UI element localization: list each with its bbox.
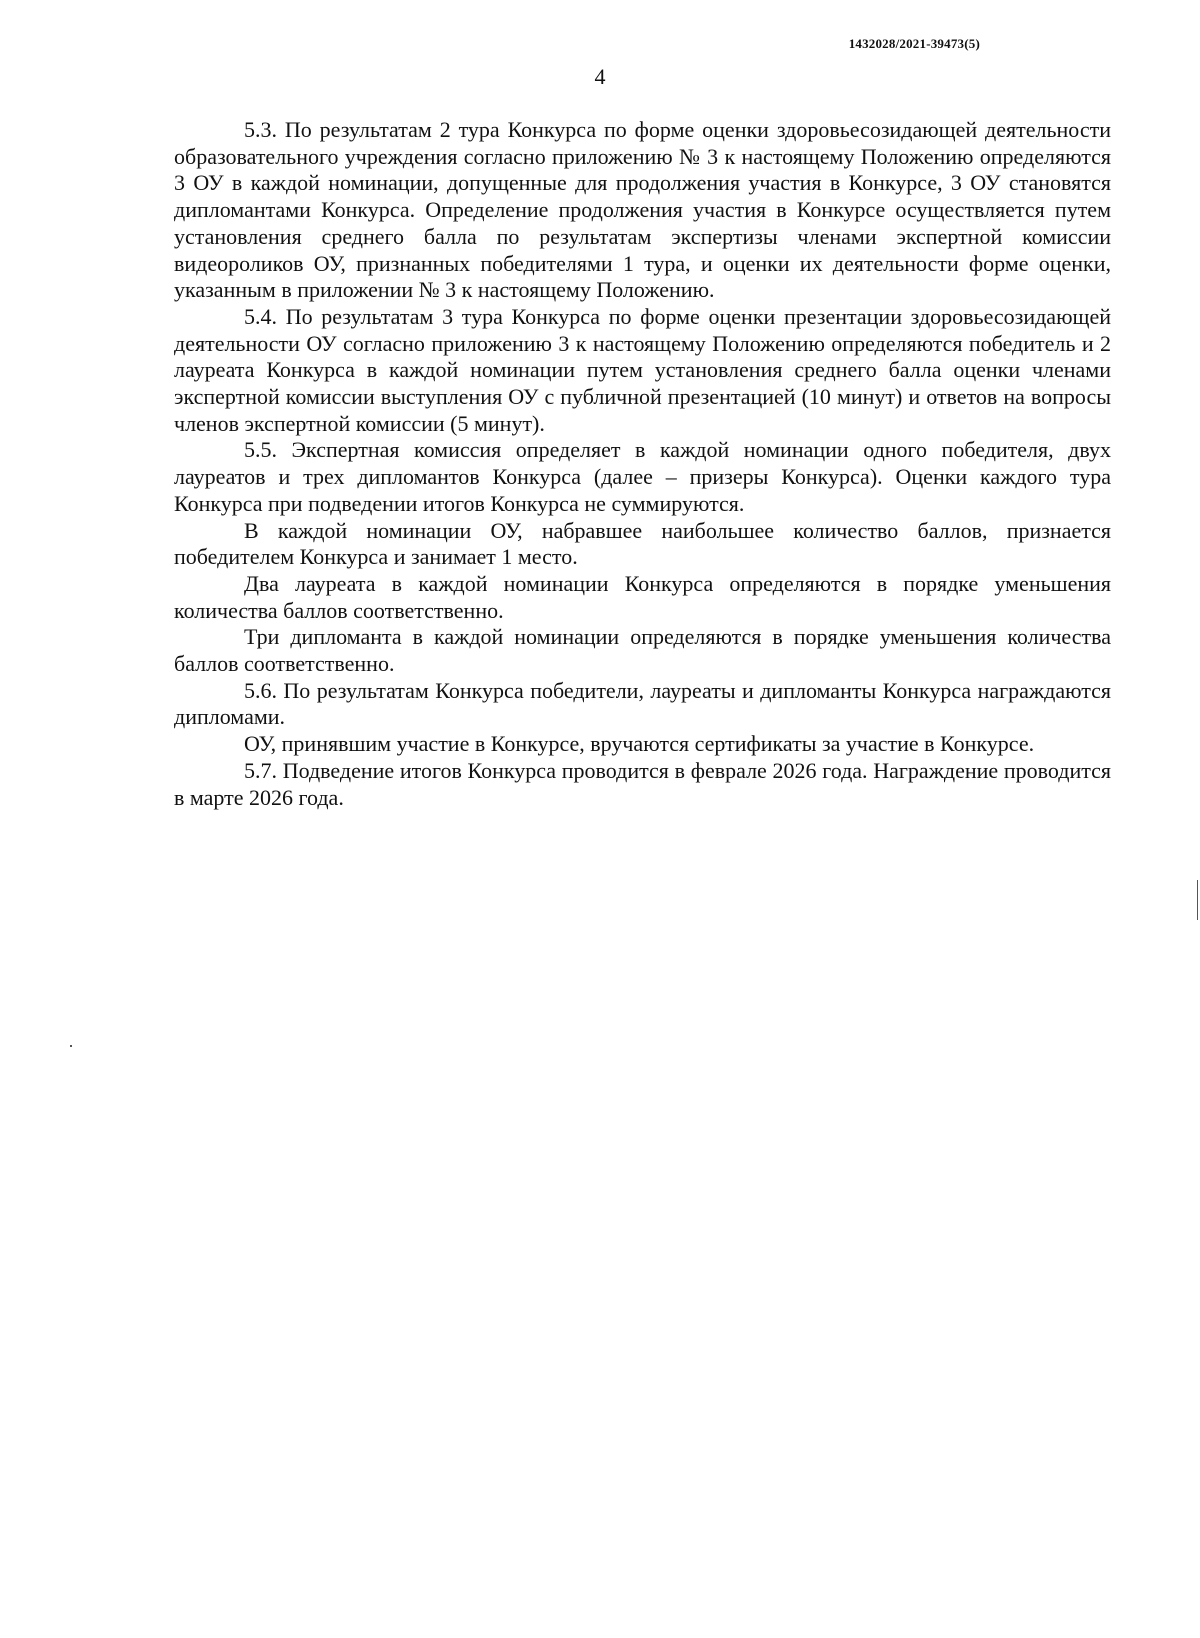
page-number: 4: [594, 64, 606, 89]
document-body: [174, 117, 1111, 811]
paragraph-5-6: 5.6. По результатам Конкурса победители, лауреаты и дипломанты Конкурса награждаются дипломами.: [174, 677, 1111, 730]
document-registration-number: 1432028/2021-39473(5): [848, 36, 980, 51]
paragraph-5-3: 5.3. По результатам 2 тура Конкурса по форме оценки здоровьесозидающей деятельности образовательного учреждения согласно приложению № 3 к настоящему Положению определяются 3 ОУ в каждой номинации, допущенные для продолжения участия в Конкурсе, 3 ОУ становятся дипломантами Конкурса. Определение продолжения участия в Конкурсе осуществляется путем установления среднего балла по результатам экспертизы членами экспертной комиссии видеороликов ОУ, признанных победителями 1 тура, и оценки их деятельности форме оценки, указанным в приложении № 3 к настоящему Положению.: [174, 117, 1111, 303]
scan-dot-mark: [70, 1045, 72, 1047]
paragraph-winner: В каждой номинации ОУ, набравшее наибольшее количество баллов, признается победителем Конкурса и занимает 1 место.: [174, 517, 1111, 570]
paragraph-5-5: 5.5. Экспертная комиссия определяет в каждой номинации одного победителя, двух лауреатов и трех дипломантов Конкурса (далее – призеры Конкурса). Оценки каждого тура Конкурса при подведении итогов Конкурса не суммируются.: [174, 437, 1111, 516]
paragraph-diplomants: Три дипломанта в каждой номинации определяются в порядке уменьшения количества баллов соответственно.: [174, 624, 1111, 677]
paragraph-5-4: 5.4. По результатам 3 тура Конкурса по форме оценки презентации здоровьесозидающей деятельности ОУ согласно приложению 3 к настоящему Положению определяются победитель и 2 лауреата Конкурса в каждой номинации путем установления среднего балла оценки членами экспертной комиссии выступления ОУ с публичной презентацией (10 минут) и ответов на вопросы членов экспертной комиссии (5 минут).: [174, 303, 1111, 436]
paragraph-5-7: 5.7. Подведение итогов Конкурса проводится в феврале 2026 года. Награждение проводится в марте 2026 года.: [174, 757, 1111, 810]
paragraph-certificates: ОУ, принявшим участие в Конкурсе, вручаются сертификаты за участие в Конкурсе.: [244, 731, 1035, 757]
scan-edge-mark: [1197, 880, 1198, 920]
paragraph-laureates: Два лауреата в каждой номинации Конкурса определяются в порядке уменьшения количества баллов соответственно.: [174, 570, 1111, 623]
